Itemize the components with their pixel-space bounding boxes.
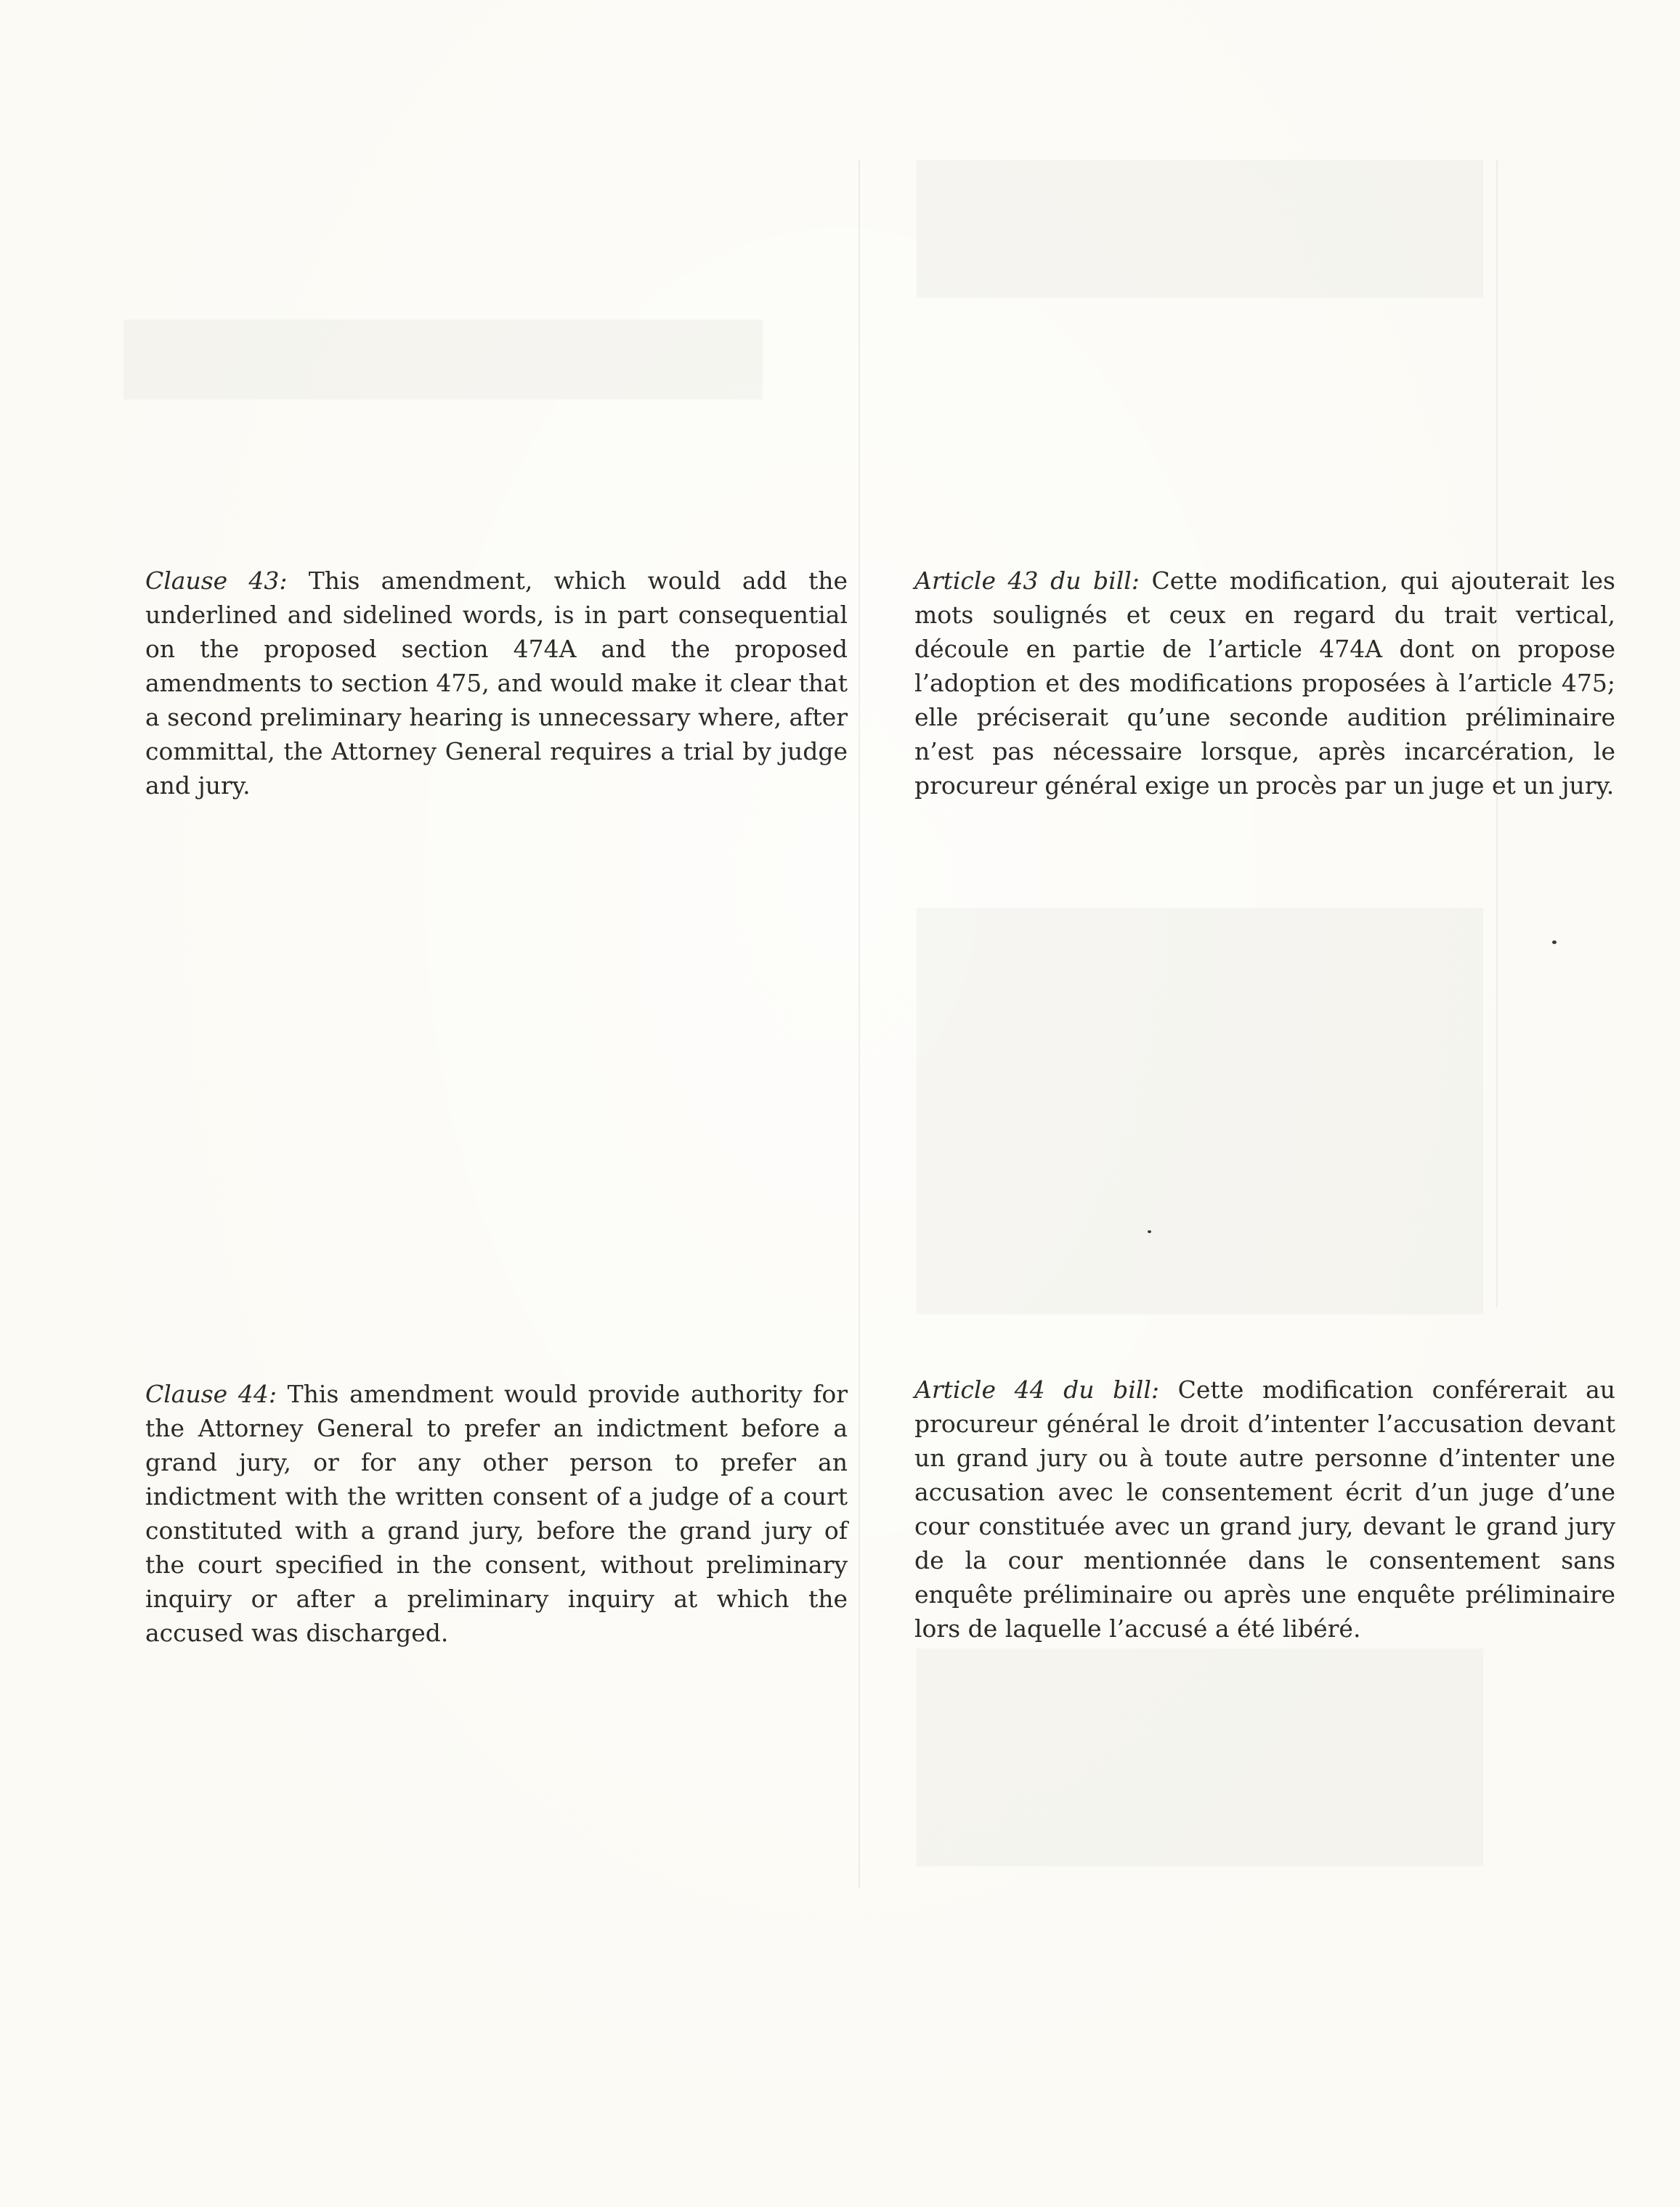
ink-speck [1552,940,1557,944]
clause-43-english-label: Clause 43: [145,566,288,595]
bleed-through-text-block [917,160,1483,298]
bleed-through-text-block [917,908,1483,1314]
clause-43-english-text: This amendment, which would add the underlined and sidelined words, is in part consequential on the proposed section 474A and the proposed amendments to section 475, and would make it clear that a second preliminary hearing is unnecessary where, after committal, the Attorney General requires a trial by judge and jury. [145,566,848,800]
clause-44-french-label: Article 44 du bill: [914,1375,1160,1404]
bleed-through-text-block [917,1649,1483,1866]
clause-43-french-text: Cette modification, qui ajouterait les mots soulignés et ceux en regard du trait vertical, découle en partie de l’article 474A dont on propose l’adoption et des modifications proposées à l’article 475; elle préciserait qu’une seconde audition préliminaire n’est pas nécessaire lorsque, après incarcération, le procureur général exige un procès par un juge et un jury. [914,566,1615,800]
clause-44-english-note [145,1377,848,1650]
clause-44-english-label: Clause 44: [145,1380,277,1408]
clause-43-english-note [145,564,848,802]
clause-43-french-note [914,564,1615,802]
bleed-through-text-block [123,320,763,399]
bleed-through-rule [859,160,860,1888]
clause-44-french-text: Cette modification conférerait au procureur général le droit d’intenter l’accusation devant un grand jury ou à toute autre personne d’intenter une accusation avec le consentement écrit d’un juge d’une cour constituée avec un grand jury, devant le grand jury de la cour mentionnée dans le consentement sans enquête préliminaire ou après une enquête préliminaire lors de laquelle l’accusé a été libéré. [914,1375,1615,1643]
clause-44-french-note [914,1373,1615,1646]
clause-44-english-text: This amendment would provide authority for the Attorney General to prefer an indictment before a grand jury, or for any other person to prefer an indictment with the written consent of a judge of a court constituted with a grand jury, before the grand jury of the court specified in the consent, without preliminary inquiry or after a preliminary inquiry at which the accused was discharged. [145,1380,848,1647]
ink-speck [1148,1230,1151,1233]
clause-43-french-label: Article 43 du bill: [914,566,1140,595]
